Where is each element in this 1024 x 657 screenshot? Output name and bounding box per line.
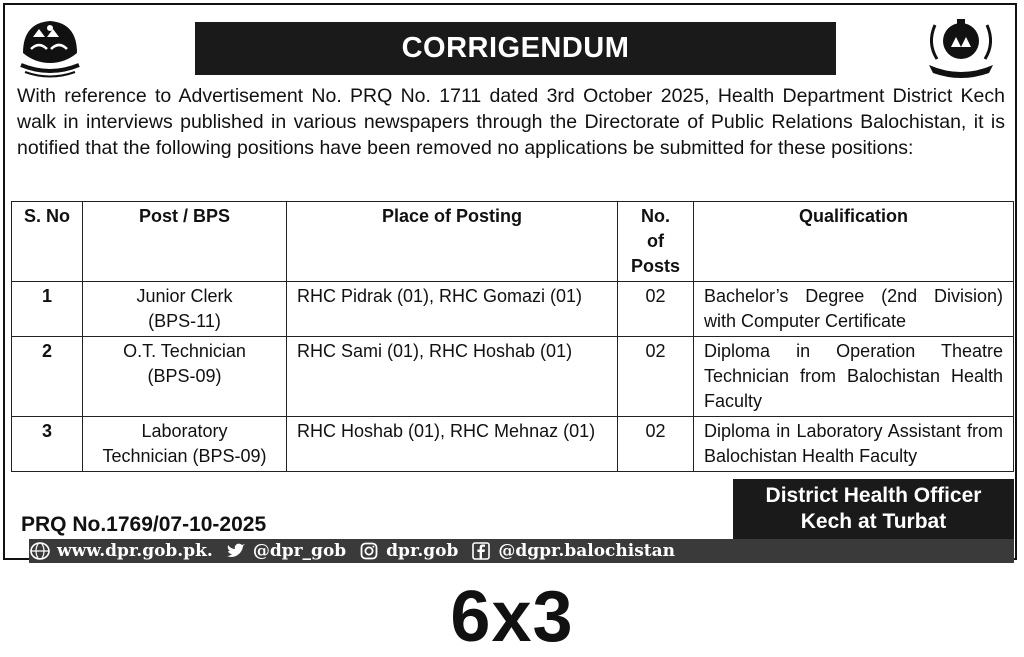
post-bps: (BPS-11) [148,311,221,331]
footer-facebook[interactable] [470,541,675,561]
header-qualification: Qualification [694,202,1014,282]
footer-instagram[interactable] [358,541,458,561]
globe-icon [29,542,51,560]
table-row [12,417,1014,472]
signature-location: Kech at Turbat [800,510,947,533]
banner-title: CORRIGENDUM [401,32,630,64]
cell-sno: 2 [12,337,83,417]
cell-qualification: Diploma in Operation Theatre Technician from Balochistan Health Faculty [694,337,1014,417]
cell-place: RHC Sami (01), RHC Hoshab (01) [287,337,618,417]
positions-table [11,201,1014,472]
facebook-icon [470,542,492,560]
header-posts-line: of [647,231,664,251]
table-row [12,337,1014,417]
cell-posts: 02 [618,282,694,337]
header-post: Post / BPS [83,202,287,282]
intro-paragraph: With reference to Advertisement No. PRQ No. 1711 dated 3rd October 2025, Health Department District Kech walk in interviews published in various newspapers through the Directorate of Public Relations Balochistan, it is notified that the following positions have been removed no applications be submitted for these positions: [17,85,1005,159]
header-posts [618,202,694,282]
prq-number: PRQ No.1769/07-10-2025 [21,513,267,536]
signature-title: District Health Officer [765,484,982,507]
cell-qualification: Diploma in Laboratory Assistant from Balochistan Health Faculty [694,417,1014,472]
post-title: O.T. Technician [123,341,246,361]
post-bps: Technician (BPS-09) [102,446,267,466]
cell-qualification: Bachelor’s Degree (2nd Division) with Computer Certificate [694,282,1014,337]
instagram-handle[interactable]: dpr.gob [386,541,459,561]
header-posts-line: Posts [630,256,681,276]
cell-post [83,337,287,417]
cell-posts: 02 [618,337,694,417]
cell-post [83,282,287,337]
facebook-handle[interactable]: @dgpr.balochistan [498,541,676,561]
advertisement [3,3,1017,560]
signature-block [733,479,1014,539]
government-emblem-right [923,15,999,81]
contact-footer [29,539,1014,563]
post-title: Laboratory [141,421,228,441]
header-posts-line: No. [641,206,670,226]
footer-twitter[interactable] [225,541,346,561]
instagram-icon [358,542,380,560]
footer-website[interactable] [29,541,213,561]
cell-place: RHC Pidrak (01), RHC Gomazi (01) [287,282,618,337]
table-row [12,282,1014,337]
header-sno: S. No [12,202,83,282]
website-link[interactable]: www.dpr.gob.pk. [57,541,213,561]
cell-sno: 3 [12,417,83,472]
twitter-icon [225,542,247,560]
government-emblem-left [17,15,83,81]
twitter-handle[interactable]: @dpr_gob [252,541,347,561]
ad-size-label: 6x3 [450,577,574,657]
cell-post [83,417,287,472]
header-place: Place of Posting [287,202,618,282]
cell-place: RHC Hoshab (01), RHC Mehnaz (01) [287,417,618,472]
corrigendum-banner [195,22,836,75]
post-bps: (BPS-09) [147,366,222,386]
cell-sno: 1 [12,282,83,337]
cell-posts: 02 [618,417,694,472]
post-title: Junior Clerk [136,286,233,306]
table-header-row [12,202,1014,282]
